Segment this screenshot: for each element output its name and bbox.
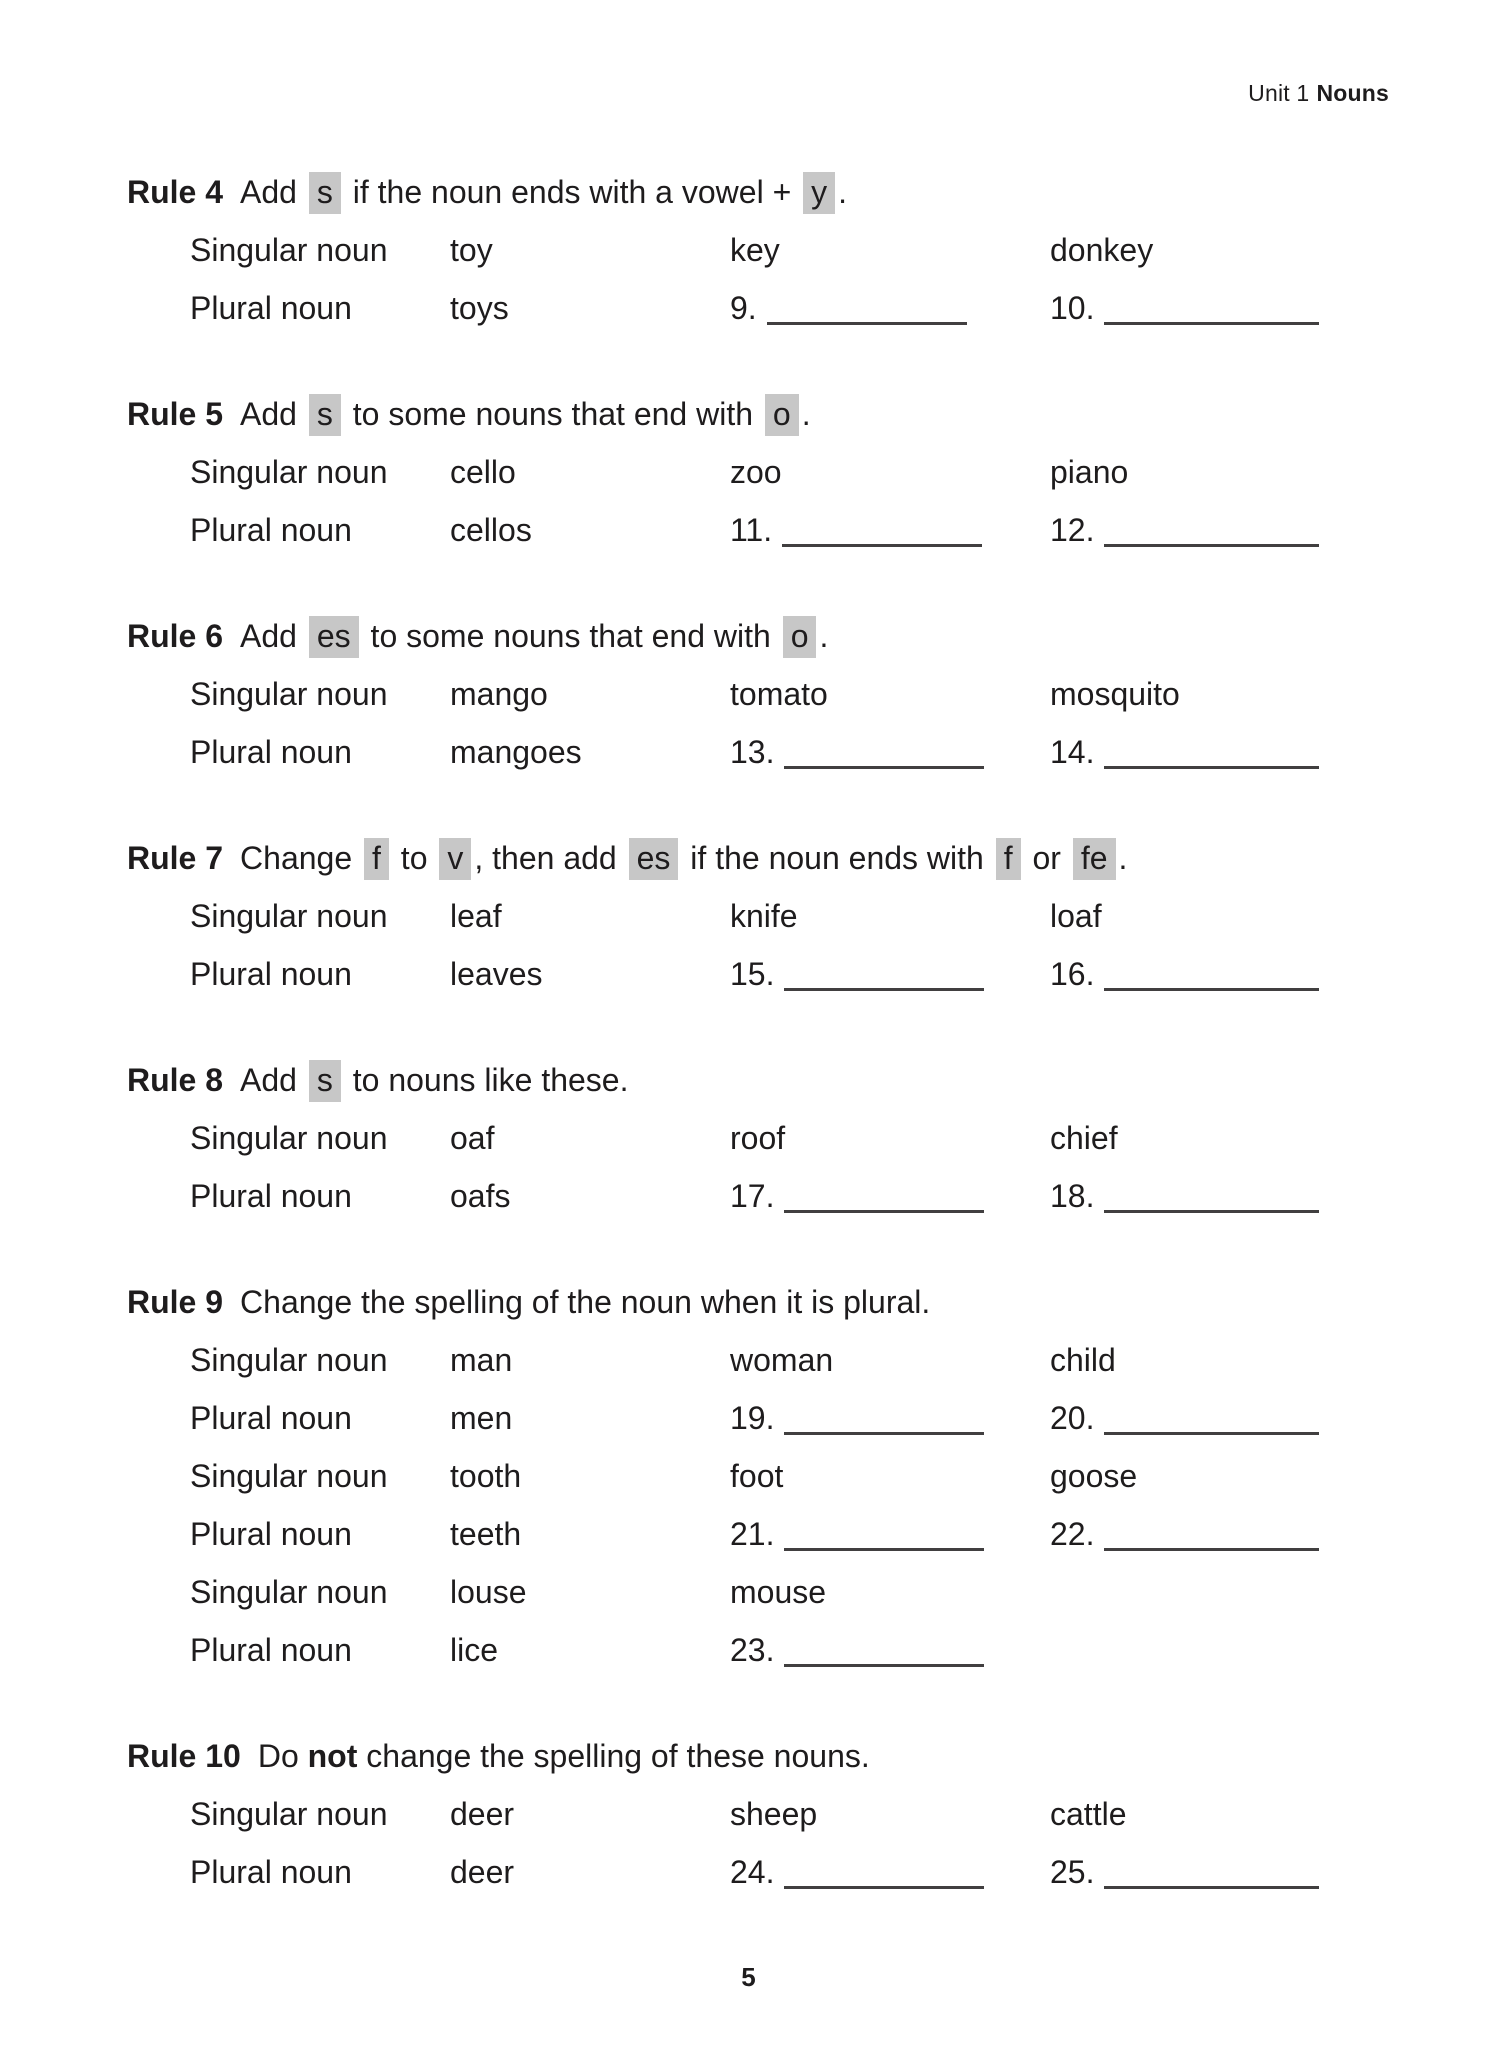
rules-list (127, 163, 1412, 1949)
rule-heading (127, 385, 1412, 443)
answer-number: 9. (730, 290, 757, 326)
noun-row (127, 221, 1412, 279)
rule-title: Rule 5 (127, 396, 224, 432)
noun-word: key (730, 232, 780, 268)
noun-word: piano (1050, 454, 1129, 490)
answer-number: 19. (730, 1400, 775, 1436)
answer-cell (1050, 279, 1319, 337)
rule-description (240, 1284, 930, 1320)
row-label: Plural noun (190, 290, 352, 326)
answer-blank (784, 988, 984, 991)
noun-word: mosquito (1050, 676, 1180, 712)
row-label: Plural noun (190, 1178, 352, 1214)
noun-row (127, 1331, 1412, 1389)
noun-word: men (450, 1400, 513, 1436)
noun-row (127, 723, 1412, 781)
noun-word: toys (450, 290, 509, 326)
answer-number: 14. (1050, 734, 1095, 770)
answer-cell (730, 945, 984, 1003)
noun-row (127, 1505, 1412, 1563)
highlighted-letter: s (309, 172, 341, 214)
noun-word: tomato (730, 676, 828, 712)
unit-label: Unit 1 (1248, 80, 1310, 106)
rule-heading (127, 1273, 1412, 1331)
answer-blank (784, 1432, 984, 1435)
row-label: Singular noun (190, 1342, 388, 1378)
noun-word: man (450, 1342, 513, 1378)
description-text: if the noun ends with (681, 840, 993, 876)
answer-cell (730, 1621, 984, 1679)
noun-row (127, 887, 1412, 945)
noun-word: leaf (450, 898, 502, 934)
answer-blank (784, 1548, 984, 1551)
answer-cell (730, 1505, 984, 1563)
highlighted-letter: f (364, 838, 389, 880)
noun-word: oafs (450, 1178, 511, 1214)
noun-row (127, 1785, 1412, 1843)
noun-word: sheep (730, 1796, 818, 1832)
answer-cell (730, 1843, 984, 1901)
noun-word: foot (730, 1458, 784, 1494)
rule-section (127, 1051, 1412, 1225)
noun-word: oaf (450, 1120, 495, 1156)
rule-description (240, 174, 847, 210)
answer-blank (784, 1664, 984, 1667)
noun-word: cattle (1050, 1796, 1127, 1832)
rule-description (240, 1062, 628, 1098)
noun-word: louse (450, 1574, 527, 1610)
rule-heading (127, 829, 1412, 887)
row-label: Singular noun (190, 1574, 388, 1610)
answer-number: 21. (730, 1516, 775, 1552)
noun-word: mangoes (450, 734, 582, 770)
answer-blank (767, 322, 967, 325)
answer-blank (1104, 988, 1319, 991)
answer-cell (1050, 1167, 1319, 1225)
noun-word: leaves (450, 956, 543, 992)
description-text: Add (240, 618, 306, 654)
rule-section (127, 163, 1412, 337)
noun-row (127, 1109, 1412, 1167)
rule-section (127, 385, 1412, 559)
answer-blank (1104, 1210, 1319, 1213)
answer-cell (1050, 945, 1319, 1003)
row-label: Singular noun (190, 676, 388, 712)
row-label: Singular noun (190, 1458, 388, 1494)
noun-word: woman (730, 1342, 834, 1378)
description-text: Change (240, 840, 362, 876)
noun-word: zoo (730, 454, 782, 490)
noun-word: toy (450, 232, 493, 268)
noun-word: roof (730, 1120, 786, 1156)
noun-word: mango (450, 676, 548, 712)
noun-row (127, 501, 1412, 559)
noun-word: deer (450, 1854, 515, 1890)
answer-number: 16. (1050, 956, 1095, 992)
answer-cell (730, 279, 967, 337)
description-text: Add (240, 1062, 306, 1098)
description-text: to some nouns that end with (361, 618, 780, 654)
answer-blank (1104, 1548, 1319, 1551)
highlighted-letter: f (996, 838, 1021, 880)
noun-row (127, 1447, 1412, 1505)
answer-number: 24. (730, 1854, 775, 1890)
answer-number: 11. (730, 512, 773, 548)
rule-section (127, 1727, 1412, 1901)
highlighted-letter: fe (1073, 838, 1116, 880)
rule-heading (127, 1051, 1412, 1109)
noun-row (127, 665, 1412, 723)
rule-title: Rule 7 (127, 840, 224, 876)
answer-number: 18. (1050, 1178, 1095, 1214)
noun-word: deer (450, 1796, 515, 1832)
description-text: , then add (474, 840, 626, 876)
answer-blank (784, 1210, 984, 1213)
rule-heading (127, 1727, 1412, 1785)
row-label: Plural noun (190, 734, 352, 770)
description-text: not (307, 1738, 358, 1774)
answer-cell (1050, 1389, 1319, 1447)
row-label: Singular noun (190, 898, 388, 934)
description-text: . (1118, 840, 1128, 876)
answer-cell (730, 1167, 984, 1225)
row-label: Singular noun (190, 454, 388, 490)
row-label: Plural noun (190, 512, 352, 548)
noun-word: cello (450, 454, 516, 490)
rule-title: Rule 8 (127, 1062, 224, 1098)
highlighted-letter: s (309, 1060, 341, 1102)
noun-word: donkey (1050, 232, 1154, 268)
answer-cell (730, 501, 982, 559)
highlighted-letter: o (765, 394, 799, 436)
answer-cell (730, 1389, 984, 1447)
rule-title: Rule 9 (127, 1284, 224, 1320)
noun-word: mouse (730, 1574, 827, 1610)
row-label: Plural noun (190, 1632, 352, 1668)
answer-cell (1050, 501, 1319, 559)
rule-title: Rule 4 (127, 174, 224, 210)
answer-cell (730, 723, 984, 781)
noun-row (127, 443, 1412, 501)
answer-number: 23. (730, 1632, 775, 1668)
rule-description (258, 1738, 870, 1774)
rule-title: Rule 10 (127, 1738, 241, 1774)
description-text: . (838, 174, 848, 210)
page-number: 5 (741, 1962, 756, 1992)
rule-description (240, 840, 1127, 876)
noun-row (127, 1621, 1412, 1679)
noun-row (127, 1563, 1412, 1621)
description-text: to (391, 840, 437, 876)
noun-word: knife (730, 898, 798, 934)
row-label: Singular noun (190, 1120, 388, 1156)
description-text: . (819, 618, 829, 654)
highlighted-letter: es (629, 838, 679, 880)
answer-number: 10. (1050, 290, 1095, 326)
row-label: Plural noun (190, 1854, 352, 1890)
answer-number: 12. (1050, 512, 1095, 548)
answer-blank (1104, 1432, 1319, 1435)
rule-description (240, 618, 828, 654)
noun-row (127, 945, 1412, 1003)
noun-word: cellos (450, 512, 532, 548)
rule-section (127, 1273, 1412, 1679)
description-text: if the noun ends with a vowel + (343, 174, 801, 210)
description-text: Do (257, 1738, 308, 1774)
answer-cell (1050, 1843, 1319, 1901)
row-label: Plural noun (190, 1400, 352, 1436)
rule-heading (127, 607, 1412, 665)
noun-word: chief (1050, 1120, 1118, 1156)
noun-row (127, 1389, 1412, 1447)
row-label: Singular noun (190, 1796, 388, 1832)
answer-cell (1050, 1505, 1319, 1563)
noun-word: goose (1050, 1458, 1138, 1494)
description-text: or (1023, 840, 1070, 876)
rule-section (127, 607, 1412, 781)
page-header (1248, 80, 1389, 107)
noun-row (127, 1843, 1412, 1901)
answer-blank (782, 544, 982, 547)
answer-number: 15. (730, 956, 775, 992)
noun-row (127, 279, 1412, 337)
description-text: to nouns like these. (343, 1062, 629, 1098)
highlighted-letter: s (309, 394, 341, 436)
description-text: Add (240, 396, 306, 432)
description-text: Add (240, 174, 306, 210)
answer-blank (1104, 544, 1319, 547)
answer-blank (1104, 1886, 1319, 1889)
answer-number: 17. (730, 1178, 775, 1214)
noun-word: tooth (450, 1458, 522, 1494)
highlighted-letter: y (803, 172, 835, 214)
answer-cell (1050, 723, 1319, 781)
description-text: Change the spelling of the noun when it is plural. (240, 1284, 931, 1320)
row-label: Plural noun (190, 956, 352, 992)
row-label: Singular noun (190, 232, 388, 268)
noun-word: child (1050, 1342, 1116, 1378)
noun-word: teeth (450, 1516, 522, 1552)
rule-heading (127, 163, 1412, 221)
answer-blank (1104, 322, 1319, 325)
answer-number: 13. (730, 734, 775, 770)
noun-word: loaf (1050, 898, 1102, 934)
rule-section (127, 829, 1412, 1003)
description-text: change the spelling of these nouns. (357, 1738, 870, 1774)
answer-blank (784, 1886, 984, 1889)
answer-blank (784, 766, 984, 769)
answer-blank (1104, 766, 1319, 769)
highlighted-letter: o (783, 616, 817, 658)
row-label: Plural noun (190, 1516, 352, 1552)
rule-description (240, 396, 811, 432)
answer-number: 25. (1050, 1854, 1095, 1890)
highlighted-letter: es (309, 616, 359, 658)
description-text: to some nouns that end with (343, 396, 762, 432)
rule-title: Rule 6 (127, 618, 224, 654)
noun-row (127, 1167, 1412, 1225)
unit-title: Nouns (1316, 80, 1389, 106)
description-text: . (801, 396, 811, 432)
highlighted-letter: v (439, 838, 471, 880)
noun-word: lice (450, 1632, 499, 1668)
answer-number: 22. (1050, 1516, 1095, 1552)
answer-number: 20. (1050, 1400, 1095, 1436)
